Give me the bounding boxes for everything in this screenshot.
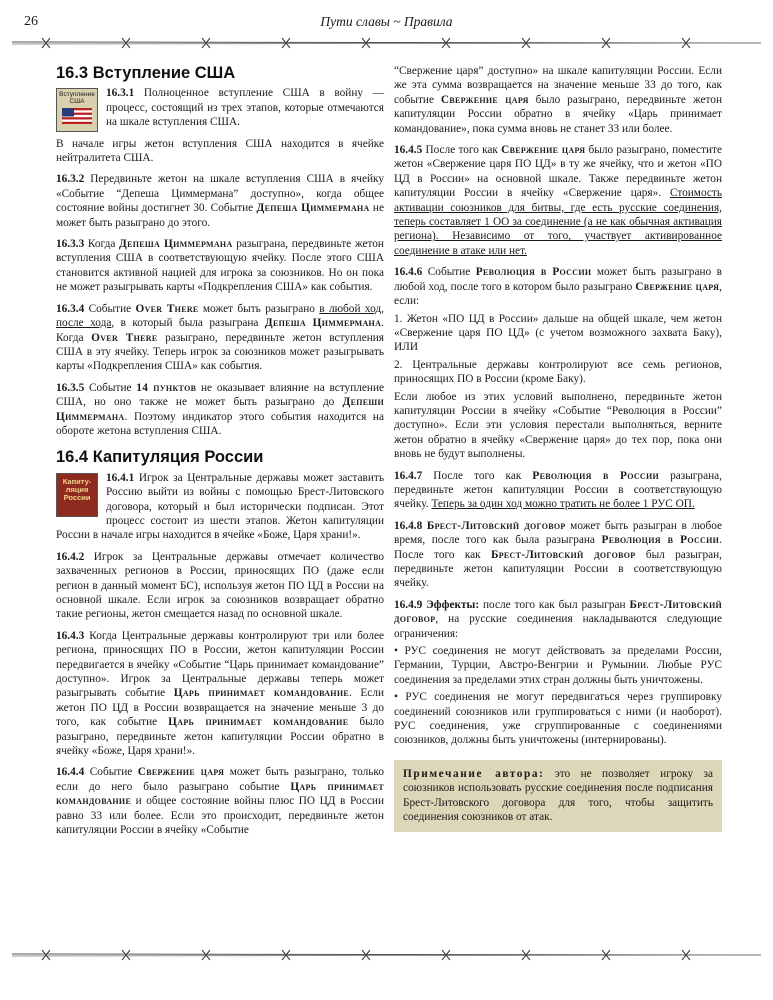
effect-bullet-2: • РУС соединения не могут передвигаться через группировку соединений союзников или группироваться с ними (и наоборот). РУС соединения, уже сгруппированные с соединениями союзников, должны быть уничтожены (интернированы). [394,691,722,747]
rule-text: было разыграно, передвиньте жетон капитуляции России обратно в ячейку «Царь принимает командование», пока сумма вновь не станет 33 или более. [394,93,722,135]
rule-text: может быть разыграно, только если до него было разыграно событие [56,766,384,793]
event-name: Революция в России [601,534,720,547]
page-number: 26 [24,14,38,29]
para-16-4-7 [394,469,722,512]
event-name: Брест-Литовский договор [490,548,636,561]
underlined-text: Теперь за один ход можно тратить не более 1 РУС ОП. [431,498,695,511]
rule-text: было разыграно, передвиньте жетон капитуляции России обратно в ячейку «Боже, Царя храни!». [56,716,384,758]
para-16-3-5 [56,381,384,439]
event-name: Депеша Циммермана [256,202,370,215]
rule-text: Событие [84,766,138,779]
rule-num: 16.3.4 [56,302,85,315]
rule-text: может быть разыграно в любой ход, после того в котором было разыграно [394,266,723,293]
para-16-4-9 [394,598,722,641]
rule-num: 16.4.3 [56,629,85,642]
rule-text: После того как [422,144,502,157]
rule-text: и общее состояние войны плюс ПО ЦД в России равно 33 или более. Если это происходит, передвиньте жетон капитуляции России в ячейку «Событие [56,795,384,837]
barbed-wire-divider-bottom [12,948,761,962]
rule-text: , на русские соединения накладываются следующие ограничения: [394,613,722,640]
left-column [56,62,384,845]
section-heading-16-4: 16.4 Капитуляция России [56,448,264,467]
event-name: Брест-Литовский договор [394,598,722,626]
rule-num: 16.4.5 [394,144,423,157]
rule-text: Игрок за Центральные державы отмечает количество захваченных регионов в России, приносящих ПО (даже если регион в данный момент БС), используя жетон ПО ЦД в России на основной шкале. Если игрок за союзников возвращает обратно такие регионы, жетон смещается назад по основной шкале. [56,550,384,621]
underlined-text: в любой ход, после хода [56,302,384,330]
russian-capitulation-counter-label: Капиту-ляция России [62,476,92,502]
event-name: Депеша Циммермана [264,317,382,330]
rule-text: был разыгран, передвиньте жетон капитуляции России в соответствующую ячейку. [394,548,722,590]
para-16-4-3 [56,629,384,759]
rule-text: Полноценное вступление США в войну — процесс, состоящий из трех этапов, которые отмечаются на шкале вступления США. [106,87,384,129]
rule-text: . Поэтому индикатор этого события находится на обороте жетона вступления США. [56,410,384,437]
rule-text: Событие [84,302,136,315]
rule-text: . Когда [56,317,384,344]
section-heading-16-3: 16.3 Вступление США [56,64,236,82]
para-16-4-4-cont [394,64,722,136]
author-note-box [394,760,722,832]
para-16-3-3 [56,237,384,295]
running-title: Пути славы ~ Правила [320,14,453,29]
para-16-3-4 [56,302,384,374]
para-16-3-start: В начале игры жетон вступления США находится в ячейке нейтралитета США. [56,137,384,165]
rule-text: разыграна, передвиньте жетон вступления США в соответствующую ячейку. После этого США становится активной нацией для игрока за союзников. Но он пока не может разыгрывать карты «Подкрепления США» как события. [56,238,384,294]
rule-num: 16.3.2 [56,173,85,186]
effect-bullet-1: • РУС соединения не могут действовать за пределами России, Германии, Турции, Австро-Венгрии и Румынии. Любые РУС соединения за пределами этих стран должны быть уничтожены. [394,645,722,686]
para-16-4-8 [394,519,722,591]
rule-text: Когда [84,238,120,251]
rule-text: было разыграно, поместите жетон «Свержение царя ПО ЦД» в ту же ячейку, что и жетон «ПО ЦД в России» на основной шкале. Также передвиньте жетон капитуляции России в ячейку «Свержение царя». [394,144,722,200]
para-16-4-4 [56,765,384,837]
event-name: Царь принимает командование [56,780,384,808]
right-column [394,64,722,832]
rule-text: разыграно, передвиньте жетон вступления США в эту ячейку. Теперь игрок за союзников может разыгрывать карты «Подкрепления США» как события. [56,331,384,373]
event-name: 14 пунктов [136,381,197,394]
para-16-4-6 [394,265,722,308]
event-name: Брест-Литовский договор [426,519,566,532]
event-name: Over There [91,331,158,344]
rule-num: 16.3.1 [106,87,135,100]
event-name: Революция в России [532,469,660,482]
rule-text: После того как [422,469,533,482]
event-name: Свержение царя [501,144,586,157]
underlined-text: Стоимость активации союзников для битвы, где есть русские соединения, теперь составляет 1 ОО за соединение (а не как обычная активация региона). Независимо от того, участвует активированное соединение в атаке или нет. [394,187,722,257]
author-note-text: это не позволяет игроку за союзников использовать русские соединения после подписания Брест-Литовского договора для того, чтобы защитить соединения союзников от атак. [403,767,713,824]
us-entry-counter-icon [56,88,98,132]
rule-text: после того как был разыгран [479,598,630,611]
rule-text: Событие [84,381,137,394]
rule-num: 16.4.7 [394,469,423,482]
rule-text: может быть разыгран в любое время, после того как была разыграна [394,519,723,547]
para-16-4-1 [56,471,384,543]
rule-num: 16.4.6 [394,266,423,279]
event-name: Царь принимает командование [173,687,349,700]
rule-text: не может быть разыграно до этого. [56,202,384,229]
condition-item-2: 2. Центральные державы контролируют все семь регионов, приносящих ПО в России (кроме Баку). [394,358,722,386]
rule-num: 16.4.4 [56,766,85,779]
barbed-wire-divider-top [12,36,761,50]
rule-text: “Свержение царя” доступно» на шкале капитуляции России. Если же эта сумма возвращается на значение меньше 33 до того, как событие [394,65,722,106]
event-name: Свержение царя [137,766,225,779]
event-name: Over There [135,302,199,315]
condition-item-1: 1. Жетон «ПО ЦД в России» дальше на общей шкале, чем жетон «Свержение царя ПО ЦД» (с учетом возможного захвата Баку), ИЛИ [394,312,722,354]
event-name: Депеша Циммермана [119,238,233,251]
author-note-heading: Примечание автора: [403,767,545,780]
event-name: Свержение царя [635,280,720,293]
event-name: Свержение царя [440,93,529,106]
rule-text: , если: [394,280,722,308]
rule-text: разыграна, передвиньте жетон капитуляции России в соответствующую ячейку. [394,469,722,511]
rule-num: 16.4.1 [106,471,135,484]
event-name: Царь принимает командование [168,716,349,729]
para-16-3-2 [56,172,384,230]
rule-num: 16.4.8 [394,519,423,532]
rule-text: . После того как [394,534,722,561]
rule-text: , в который была разыграна [111,317,265,330]
rule-text: . Если жетон ПО ЦД в России возвращается на значение меньше 3 до того, как событие [56,687,384,729]
rule-text: Игрок за Центральные державы может заставить Россию выйти из войны с помощью Брест-Литовского договора, который и был исторически подписан. Этот процесс состоит из шести этапов. Жетон капитуляции России в начале игры находится в ячейке «Боже, Царя храни!». [56,471,384,542]
rule-text: может быть разыграно [198,302,320,315]
para-16-4-6-tail: Если любое из этих условий выполнено, передвиньте жетон капитуляции России в ячейку «Событие “Революция в России” доступно». Если эти условия перестали выполняться, верните жетон обратно в ячейку «Свержение царя» до тех пор, пока они вновь не будут выполнены. [394,390,722,461]
rule-num: 16.3.3 [56,238,85,251]
rule-text: Когда Центральные державы контролируют три или более региона, приносящих ПО в России, жетон капитуляции России передвигается в ячейку «Событие “Царь принимает командование” доступно». Игрок за Центральные державы теперь может разыгрывать событие [56,629,384,700]
rule-num: 16.4.2 [56,550,85,563]
us-flag-icon [62,108,92,124]
rule-text: не оказывает влияние на вступление США, но оно также не может быть разыграно до [56,381,385,409]
event-name: Революция в России [475,266,592,279]
us-entry-counter-label: Вступление США [59,91,95,106]
russian-capitulation-counter-icon [56,473,98,517]
para-16-4-2 [56,550,384,622]
rule-num: 16.4.9 Эффекты: [394,598,480,611]
rule-num: 16.3.5 [56,381,85,394]
para-16-4-5 [394,143,722,258]
rule-text: Событие [422,266,476,279]
event-name: Депеши Циммермана [56,396,384,423]
rule-text: Передвиньте жетон на шкале вступления США в ячейку «Событие “Депеша Циммермана” доступно», когда общее состояние войны достигнет 30. Событие [56,173,384,215]
para-16-3-1 [56,86,384,129]
